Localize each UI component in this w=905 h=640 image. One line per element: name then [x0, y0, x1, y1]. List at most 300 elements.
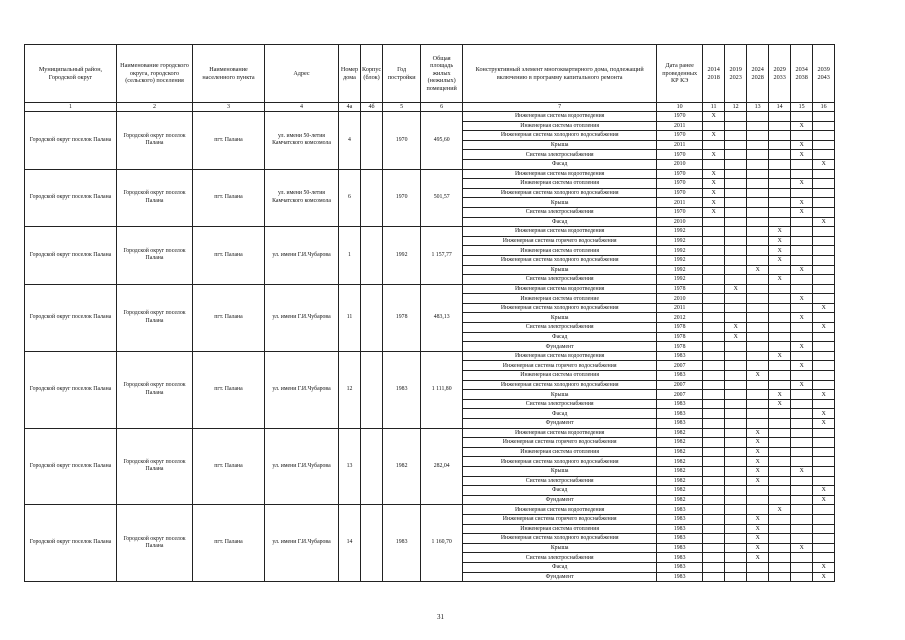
prior-repair-date-cell: 1970 — [657, 179, 703, 189]
period-mark-cell — [813, 294, 835, 304]
period-mark-cell: X — [747, 457, 769, 467]
element-cell: Фасад — [463, 217, 657, 227]
prior-repair-date-cell: 1983 — [657, 553, 703, 563]
period-mark-cell — [747, 572, 769, 582]
district-cell: Городской округ поселок Палана — [25, 169, 117, 227]
period-mark-cell — [791, 323, 813, 333]
table-row — [25, 169, 835, 179]
period-mark-cell — [813, 428, 835, 438]
locality-cell: пгт. Палана — [193, 112, 265, 170]
period-mark-cell — [703, 332, 725, 342]
column-number: 11 — [703, 103, 725, 112]
prior-repair-date-cell: 1978 — [657, 342, 703, 352]
build-year-cell: 1983 — [383, 505, 421, 582]
period-mark-cell — [791, 514, 813, 524]
period-mark-cell — [725, 534, 747, 544]
period-mark-cell — [791, 255, 813, 265]
area-cell: 282,04 — [421, 428, 463, 505]
period-mark-cell — [769, 562, 791, 572]
prior-repair-date-cell: 1978 — [657, 284, 703, 294]
period-mark-cell — [769, 553, 791, 563]
period-mark-cell — [813, 275, 835, 285]
header-row — [25, 45, 835, 103]
element-cell: Фасад — [463, 332, 657, 342]
period-mark-cell: X — [769, 505, 791, 515]
period-mark-cell — [791, 572, 813, 582]
house-number-cell: 13 — [339, 428, 361, 505]
period-mark-cell — [725, 380, 747, 390]
district-cell: Городской округ поселок Палана — [25, 227, 117, 285]
table-row — [25, 505, 835, 515]
house-number-cell: 6 — [339, 169, 361, 227]
period-mark-cell — [813, 140, 835, 150]
period-mark-cell — [725, 131, 747, 141]
period-mark-cell — [725, 514, 747, 524]
period-mark-cell: X — [725, 332, 747, 342]
period-mark-cell — [813, 447, 835, 457]
period-mark-cell: X — [703, 169, 725, 179]
column-number: 10 — [657, 103, 703, 112]
column-number: 5 — [383, 103, 421, 112]
period-mark-cell — [769, 207, 791, 217]
locality-cell: пгт. Палана — [193, 284, 265, 351]
element-cell: Инженерная система водоотведения — [463, 227, 657, 237]
period-mark-cell — [725, 390, 747, 400]
period-mark-cell: X — [769, 246, 791, 256]
column-number: 7 — [463, 103, 657, 112]
column-number: 6 — [421, 103, 463, 112]
period-mark-cell: X — [791, 294, 813, 304]
period-mark-cell — [747, 121, 769, 131]
period-mark-cell — [791, 505, 813, 515]
period-mark-cell — [769, 466, 791, 476]
prior-repair-date-cell: 1983 — [657, 572, 703, 582]
period-mark-cell — [769, 140, 791, 150]
address-cell: ул. имени Г.И.Чубарова — [265, 284, 339, 351]
element-cell: Система электроснабжения — [463, 476, 657, 486]
period-mark-cell: X — [791, 140, 813, 150]
period-mark-cell: X — [747, 553, 769, 563]
house-number-cell: 1 — [339, 227, 361, 285]
period-mark-cell — [725, 140, 747, 150]
period-mark-cell — [769, 169, 791, 179]
period-mark-cell: X — [747, 447, 769, 457]
period-mark-cell — [747, 112, 769, 122]
period-mark-cell — [703, 399, 725, 409]
period-mark-cell — [747, 380, 769, 390]
address-cell: ул. имени Г.И.Чубарова — [265, 227, 339, 285]
period-mark-cell — [747, 246, 769, 256]
prior-repair-date-cell: 1983 — [657, 351, 703, 361]
column-header: Наименование населенного пункта — [193, 45, 265, 103]
element-cell: Инженерная система горячего водоснабжения — [463, 438, 657, 448]
column-number: 15 — [791, 103, 813, 112]
column-header: 2019 2023 — [725, 45, 747, 103]
period-mark-cell — [747, 390, 769, 400]
period-mark-cell — [769, 409, 791, 419]
prior-repair-date-cell: 1982 — [657, 428, 703, 438]
period-mark-cell — [725, 342, 747, 352]
period-mark-cell — [769, 150, 791, 160]
period-mark-cell — [725, 361, 747, 371]
prior-repair-date-cell: 1983 — [657, 505, 703, 515]
column-header: Адрес — [265, 45, 339, 103]
element-cell: Инженерная система холодного водоснабжения — [463, 380, 657, 390]
period-mark-cell: X — [791, 380, 813, 390]
period-mark-cell — [791, 562, 813, 572]
period-mark-cell: X — [813, 495, 835, 505]
period-mark-cell — [813, 466, 835, 476]
period-mark-cell: X — [769, 275, 791, 285]
block-cell — [361, 284, 383, 351]
period-mark-cell — [813, 265, 835, 275]
period-mark-cell — [769, 303, 791, 313]
element-cell: Фасад — [463, 486, 657, 496]
element-cell: Инженерная система водоотведения — [463, 428, 657, 438]
period-mark-cell — [813, 188, 835, 198]
period-mark-cell — [703, 438, 725, 448]
table-row — [25, 351, 835, 361]
period-mark-cell — [769, 476, 791, 486]
period-mark-cell — [791, 371, 813, 381]
element-cell: Инженерная система водоотведения — [463, 351, 657, 361]
period-mark-cell — [769, 159, 791, 169]
period-mark-cell — [791, 438, 813, 448]
prior-repair-date-cell: 2012 — [657, 313, 703, 323]
period-mark-cell — [703, 217, 725, 227]
house-number-cell: 11 — [339, 284, 361, 351]
period-mark-cell — [725, 227, 747, 237]
prior-repair-date-cell: 1970 — [657, 169, 703, 179]
period-mark-cell: X — [791, 150, 813, 160]
period-mark-cell — [725, 313, 747, 323]
period-mark-cell: X — [747, 476, 769, 486]
column-header: Наименование городского округа, городского (сельского) поселения — [117, 45, 193, 103]
period-mark-cell — [725, 495, 747, 505]
period-mark-cell — [703, 543, 725, 553]
period-mark-cell — [703, 323, 725, 333]
period-mark-cell — [769, 323, 791, 333]
build-year-cell: 1978 — [383, 284, 421, 351]
period-mark-cell — [769, 457, 791, 467]
period-mark-cell — [791, 534, 813, 544]
period-mark-cell — [747, 294, 769, 304]
prior-repair-date-cell: 1983 — [657, 562, 703, 572]
period-mark-cell — [703, 495, 725, 505]
block-cell — [361, 428, 383, 505]
period-mark-cell — [747, 409, 769, 419]
prior-repair-date-cell: 1970 — [657, 112, 703, 122]
period-mark-cell: X — [769, 255, 791, 265]
period-mark-cell — [813, 179, 835, 189]
period-mark-cell — [813, 371, 835, 381]
period-mark-cell — [813, 198, 835, 208]
element-cell: Инженерная система водоотведения — [463, 284, 657, 294]
period-mark-cell — [725, 486, 747, 496]
address-cell: ул. имени 50-летия Камчатского комсомола — [265, 112, 339, 170]
column-number: 13 — [747, 103, 769, 112]
period-mark-cell: X — [791, 265, 813, 275]
house-number-cell: 14 — [339, 505, 361, 582]
period-mark-cell — [703, 428, 725, 438]
period-mark-cell — [791, 409, 813, 419]
period-mark-cell: X — [725, 284, 747, 294]
address-cell: ул. имени Г.И.Чубарова — [265, 428, 339, 505]
period-mark-cell — [769, 179, 791, 189]
period-mark-cell — [791, 399, 813, 409]
period-mark-cell — [791, 457, 813, 467]
period-mark-cell — [725, 159, 747, 169]
period-mark-cell: X — [791, 313, 813, 323]
period-mark-cell — [813, 227, 835, 237]
column-header: 2029 2033 — [769, 45, 791, 103]
area-cell: 483,13 — [421, 284, 463, 351]
period-mark-cell: X — [703, 150, 725, 160]
period-mark-cell — [747, 323, 769, 333]
period-mark-cell — [769, 112, 791, 122]
period-mark-cell — [703, 140, 725, 150]
build-year-cell: 1982 — [383, 428, 421, 505]
period-mark-cell — [791, 131, 813, 141]
period-mark-cell — [769, 332, 791, 342]
period-mark-cell — [725, 236, 747, 246]
period-mark-cell — [725, 428, 747, 438]
prior-repair-date-cell: 1992 — [657, 255, 703, 265]
column-number: 12 — [725, 103, 747, 112]
column-header: Номер дома — [339, 45, 361, 103]
period-mark-cell — [725, 543, 747, 553]
period-mark-cell: X — [747, 428, 769, 438]
period-mark-cell — [725, 169, 747, 179]
period-mark-cell — [725, 562, 747, 572]
period-mark-cell — [703, 265, 725, 275]
period-mark-cell: X — [725, 323, 747, 333]
period-mark-cell — [747, 169, 769, 179]
element-cell: Инженерная система холодного водоснабжения — [463, 255, 657, 265]
block-cell — [361, 227, 383, 285]
period-mark-cell — [747, 332, 769, 342]
element-cell: Крыша — [463, 313, 657, 323]
period-mark-cell — [747, 419, 769, 429]
prior-repair-date-cell: 2011 — [657, 198, 703, 208]
period-mark-cell: X — [747, 534, 769, 544]
element-cell: Крыша — [463, 140, 657, 150]
period-mark-cell — [703, 562, 725, 572]
element-cell: Крыша — [463, 265, 657, 275]
period-mark-cell — [769, 419, 791, 429]
period-mark-cell — [703, 236, 725, 246]
period-mark-cell: X — [747, 265, 769, 275]
period-mark-cell — [813, 524, 835, 534]
build-year-cell: 1970 — [383, 112, 421, 170]
period-mark-cell: X — [703, 188, 725, 198]
period-mark-cell — [725, 255, 747, 265]
area-cell: 1 111,80 — [421, 351, 463, 428]
page-number: 31 — [437, 613, 444, 621]
address-cell: ул. имени Г.И.Чубарова — [265, 505, 339, 582]
period-mark-cell — [747, 159, 769, 169]
period-mark-cell — [769, 428, 791, 438]
table-body — [25, 112, 835, 582]
element-cell: Крыша — [463, 543, 657, 553]
period-mark-cell — [769, 198, 791, 208]
period-mark-cell — [791, 486, 813, 496]
block-cell — [361, 112, 383, 170]
period-mark-cell: X — [769, 390, 791, 400]
period-mark-cell — [703, 303, 725, 313]
prior-repair-date-cell: 1983 — [657, 409, 703, 419]
period-mark-cell — [813, 543, 835, 553]
element-cell: Система электроснабжения — [463, 553, 657, 563]
period-mark-cell — [725, 179, 747, 189]
period-mark-cell — [747, 399, 769, 409]
element-cell: Крыша — [463, 198, 657, 208]
period-mark-cell — [703, 351, 725, 361]
element-cell: Инженерная система отопления — [463, 447, 657, 457]
prior-repair-date-cell: 2011 — [657, 121, 703, 131]
element-cell: Инженерная система водоотведения — [463, 112, 657, 122]
column-number-row — [25, 103, 835, 112]
period-mark-cell — [769, 380, 791, 390]
period-mark-cell — [703, 505, 725, 515]
period-mark-cell: X — [791, 179, 813, 189]
period-mark-cell — [725, 572, 747, 582]
prior-repair-date-cell: 2010 — [657, 217, 703, 227]
prior-repair-date-cell: 1982 — [657, 495, 703, 505]
element-cell: Инженерная система холодного водоснабжения — [463, 131, 657, 141]
element-cell: Фасад — [463, 562, 657, 572]
area-cell: 501,57 — [421, 169, 463, 227]
period-mark-cell — [769, 495, 791, 505]
period-mark-cell — [813, 332, 835, 342]
period-mark-cell — [813, 476, 835, 486]
period-mark-cell — [769, 524, 791, 534]
period-mark-cell: X — [791, 207, 813, 217]
period-mark-cell — [747, 236, 769, 246]
column-number: 3 — [193, 103, 265, 112]
period-mark-cell — [813, 514, 835, 524]
period-mark-cell — [791, 476, 813, 486]
period-mark-cell — [725, 303, 747, 313]
period-mark-cell — [813, 342, 835, 352]
period-mark-cell — [813, 351, 835, 361]
column-header: 2034 2038 — [791, 45, 813, 103]
prior-repair-date-cell: 1978 — [657, 332, 703, 342]
period-mark-cell — [703, 572, 725, 582]
district-cell: Городской округ поселок Палана — [25, 505, 117, 582]
period-mark-cell — [725, 275, 747, 285]
period-mark-cell: X — [747, 466, 769, 476]
period-mark-cell — [769, 438, 791, 448]
prior-repair-date-cell: 1983 — [657, 399, 703, 409]
prior-repair-date-cell: 2007 — [657, 361, 703, 371]
period-mark-cell — [725, 553, 747, 563]
element-cell: Инженерная система горячего водоснабжения — [463, 236, 657, 246]
column-header: Корпус (блок) — [361, 45, 383, 103]
period-mark-cell — [703, 534, 725, 544]
period-mark-cell — [813, 246, 835, 256]
prior-repair-date-cell: 2007 — [657, 390, 703, 400]
element-cell: Фасад — [463, 159, 657, 169]
prior-repair-date-cell: 1992 — [657, 246, 703, 256]
period-mark-cell — [747, 495, 769, 505]
element-cell: Крыша — [463, 466, 657, 476]
prior-repair-date-cell: 1982 — [657, 457, 703, 467]
period-mark-cell — [747, 303, 769, 313]
prior-repair-date-cell: 1970 — [657, 131, 703, 141]
period-mark-cell — [769, 265, 791, 275]
period-mark-cell — [791, 495, 813, 505]
period-mark-cell: X — [813, 419, 835, 429]
period-mark-cell — [813, 399, 835, 409]
element-cell: Инженерная система отопления — [463, 179, 657, 189]
period-mark-cell: X — [813, 390, 835, 400]
prior-repair-date-cell: 1992 — [657, 275, 703, 285]
period-mark-cell — [769, 342, 791, 352]
element-cell: Инженерная система отопления — [463, 121, 657, 131]
locality-cell: пгт. Палана — [193, 505, 265, 582]
period-mark-cell — [703, 476, 725, 486]
period-mark-cell — [813, 284, 835, 294]
period-mark-cell — [747, 284, 769, 294]
district-cell: Городской округ поселок Палана — [25, 428, 117, 505]
period-mark-cell: X — [769, 351, 791, 361]
period-mark-cell — [703, 284, 725, 294]
period-mark-cell: X — [703, 179, 725, 189]
locality-cell: пгт. Палана — [193, 351, 265, 428]
element-cell: Инженерная система холодного водоснабжения — [463, 303, 657, 313]
period-mark-cell: X — [703, 112, 725, 122]
period-mark-cell: X — [747, 524, 769, 534]
period-mark-cell — [703, 447, 725, 457]
period-mark-cell — [769, 217, 791, 227]
district-cell: Городской округ поселок Палана — [25, 284, 117, 351]
period-mark-cell: X — [703, 207, 725, 217]
period-mark-cell — [725, 476, 747, 486]
prior-repair-date-cell: 1982 — [657, 438, 703, 448]
period-mark-cell — [725, 246, 747, 256]
element-cell: Фасад — [463, 409, 657, 419]
period-mark-cell — [703, 409, 725, 419]
period-mark-cell — [725, 121, 747, 131]
period-mark-cell — [791, 159, 813, 169]
period-mark-cell — [791, 227, 813, 237]
period-mark-cell: X — [791, 543, 813, 553]
period-mark-cell — [747, 188, 769, 198]
period-mark-cell — [725, 150, 747, 160]
period-mark-cell — [813, 169, 835, 179]
period-mark-cell — [813, 313, 835, 323]
period-mark-cell — [747, 313, 769, 323]
prior-repair-date-cell: 1982 — [657, 476, 703, 486]
period-mark-cell: X — [791, 361, 813, 371]
column-number: 4б — [361, 103, 383, 112]
district-cell: Городской округ поселок Палана — [25, 112, 117, 170]
column-number: 2 — [117, 103, 193, 112]
settlement-cell: Городской округ поселок Палана — [117, 227, 193, 285]
build-year-cell: 1983 — [383, 351, 421, 428]
prior-repair-date-cell: 1982 — [657, 447, 703, 457]
settlement-cell: Городской округ поселок Палана — [117, 284, 193, 351]
period-mark-cell — [813, 553, 835, 563]
period-mark-cell — [769, 121, 791, 131]
element-cell: Система электроснабжения — [463, 207, 657, 217]
prior-repair-date-cell: 1970 — [657, 150, 703, 160]
period-mark-cell — [747, 351, 769, 361]
settlement-cell: Городской округ поселок Палана — [117, 169, 193, 227]
period-mark-cell — [703, 255, 725, 265]
period-mark-cell — [747, 217, 769, 227]
